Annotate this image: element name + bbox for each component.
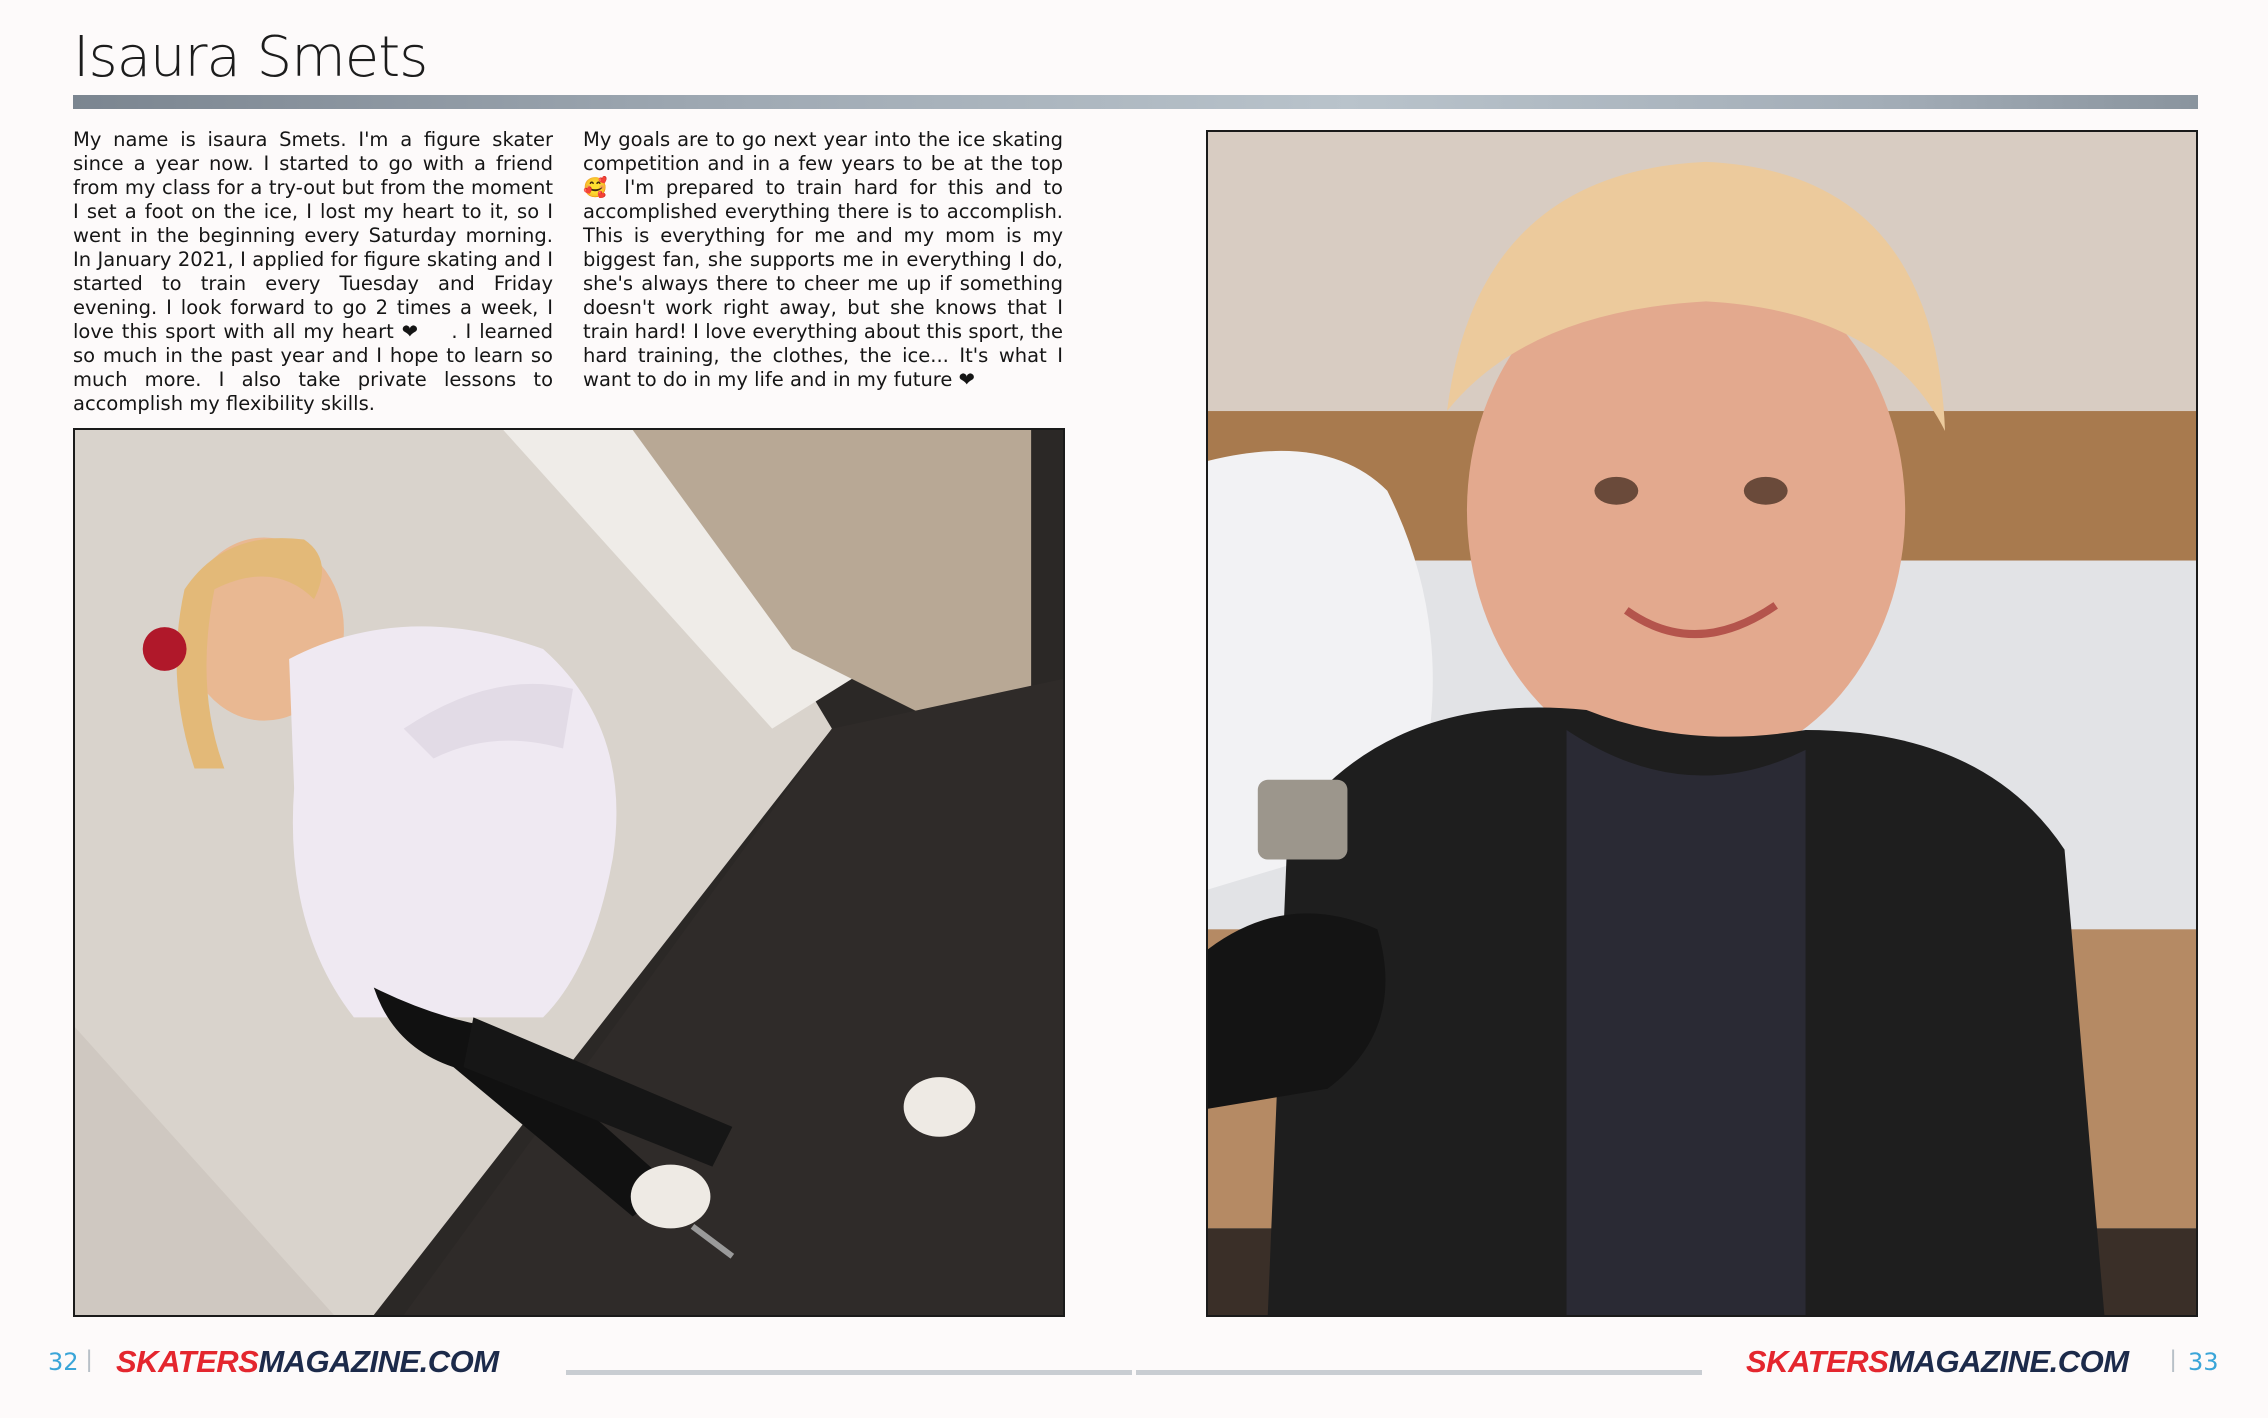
brand-logo-part2: MAGAZINE.COM bbox=[258, 1344, 499, 1379]
page-number-right: 33 bbox=[2188, 1348, 2219, 1376]
article-column-2: My goals are to go next year into the ice skating competition and in a few years to be at the top 🥰 I'm prepared to train hard for this and to accomplished everything there is to accomplish. This is everything for me and my mom is my biggest fan, she supports me in everything I do, she's always there to cheer me up if something doesn't work right away, but she knows that I train hard! I love everything about this sport, the hard training, the clothes, the ice... It's what I want to do in my life and in my future ❤ bbox=[583, 128, 1063, 391]
brand-logo-part1: SKATERS bbox=[1746, 1344, 1889, 1379]
brand-logo-left bbox=[116, 1344, 499, 1380]
page-number-left: 32 bbox=[48, 1348, 79, 1376]
article-column-1: My name is isaura Smets. I'm a figure skater since a year now. I started to go with a friend from my class for a try-out but from the moment I set a foot on the ice, I lost my heart to it, so I went in the beginning every Saturday morning. In January 2021, I applied for figure skating and I started to train every Tuesday and Friday evening. I look forward to go 2 times a week, I love this sport with all my heart ❤ . I learned so much in the past year and I hope to learn so much more. I also take private lessons to accomplish my flexibility skills. bbox=[73, 128, 553, 415]
photo-skater-standing bbox=[73, 428, 1065, 1317]
brand-logo-part1: SKATERS bbox=[116, 1344, 259, 1379]
article-title: Isaura Smets bbox=[73, 25, 428, 90]
brand-logo-right bbox=[1746, 1344, 2129, 1380]
title-divider bbox=[73, 95, 2198, 109]
footer-line-left bbox=[566, 1370, 1132, 1375]
photo-skater-portrait bbox=[1206, 130, 2198, 1317]
footer-line-right bbox=[1136, 1370, 1702, 1375]
page-separator-left: | bbox=[86, 1346, 93, 1373]
brand-logo-part2: MAGAZINE.COM bbox=[1888, 1344, 2129, 1379]
page-separator-right: | bbox=[2170, 1346, 2177, 1373]
